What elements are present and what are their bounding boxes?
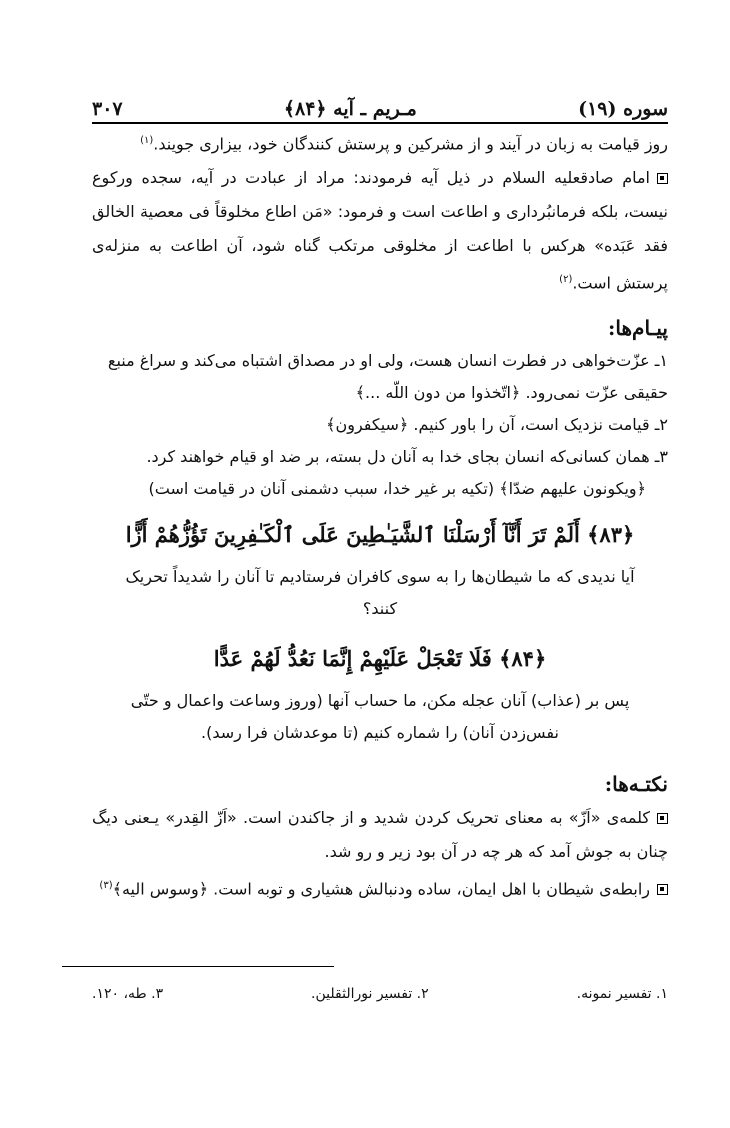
verse-83-arabic: ﴿۸۳﴾ أَلَمْ تَرَ أَنَّآ أَرْسَلْنَا ٱلشَّيَـٰطِينَ عَلَى ٱلْكَـٰفِرِينَ تَؤُزُّهُمْ أَزًّا [125,521,635,547]
imam-note: امام صادقعليه السلام در ذيل آيه فرمودند: مراد از عبادت در آيه، سجده وركوع نيست، بلكه فرمانبُردارى و اطاعت است و فرمود: «مَن اطاع مخلوقاً فى معصية الخالق فقد عَبَده» هركس با اطاعت از مخلوقى مرتكب گناه شود، آن اطاعت به منزله‌ى پرستش است.$^{(۲)}$ [92,168,668,293]
message-item-3: ۳ـ همان كسانى‌كه انسان بجاى خدا به آنان دل بسته، بر ضد او قيام خواهند كرد. [146,446,668,466]
footnotes [92,986,668,1002]
page-title: مـريم ـ آيه ﴿۸۴﴾ [283,98,417,120]
message-item-1: ۱ـ عزّت‌خواهى در فطرت انسان هست، ولى او در مصداق اشتباه مى‌كند و سراغ منبع حقيقى عزّت نمى‌رود. ﴿اتّخذوا من دون اللّه ...﴾ [107,350,668,402]
note-item-1: كلمه‌ى «اَزّ» به معناى تحريک كردن شديد و از جاكندن است. «اَزّ القِدر» يـعنى ديگ چنان به جوش آمد كه هر چه در آن بود زير و رو شد. [92,807,668,861]
notes-heading: نكتـه‌ها: [604,771,668,796]
surah-label: سوره (۱۹) [578,98,668,120]
square-bullet-icon [657,813,668,824]
note-item-2: رابطه‌ى شيطان با اهل ايمان، ساده ودنبالش هشيارى و توبه است. ﴿وسوس اليه﴾$^{(۳)}$ [92,869,668,906]
message-item-2: ۲ـ قيامت نزديک است، آن را باور كنيم. ﴿سيكفرون﴾ [326,414,668,434]
footnote-ref-1: (۱) [140,135,154,146]
footnote-2: ۲. تفسير نورالثقلين. [311,986,429,1002]
page-header [92,86,668,120]
messages-heading: پيـام‌ها: [608,315,668,340]
footnote-3: ۳. طه، ۱۲۰. [92,986,164,1002]
intro-paragraph: روز قيامت به زبان در آيند و از مشركين و پرستش كنندگان خود، بيزارى جويند.$^{(۱)}$ [140,134,668,154]
square-bullet-icon [657,884,668,895]
verse-84-arabic: ﴿۸۴﴾ فَلَا تَعْجَلْ عَلَيْهِمْ إِنَّمَا نَعُدُّ لَهُمْ عَدًّا [213,645,547,671]
verse-83-translation: آيا نديدى كه ما شيطان‌ها را به سوى كافران فرستاديم تا آنان را شديداً تحريک كنند؟ [125,566,635,618]
verse-84-translation: پس بر (عذاب) آنان عجله مكن، ما حساب آنها (وروز وساعت واعمال و حتّى نفس‌زدن آنان) را شماره كنيم (تا موعدشان فرا رسد). [130,690,630,742]
page-body [92,124,668,906]
footnote-ref-2: (۲) [559,274,573,286]
page-number: ۳۰۷ [92,98,123,120]
message-item-3-extra: ﴿ويكونون عليهم ضدّا﴾ (تكيه بر غير خدا، سبب دشمنى آنان در قيامت است) [148,478,646,498]
square-bullet-icon [657,173,668,184]
footnote-rule [62,966,334,967]
footnote-1: ۱. تفسير نمونه. [576,986,668,1002]
footnote-ref-3: (۳) [99,879,113,891]
